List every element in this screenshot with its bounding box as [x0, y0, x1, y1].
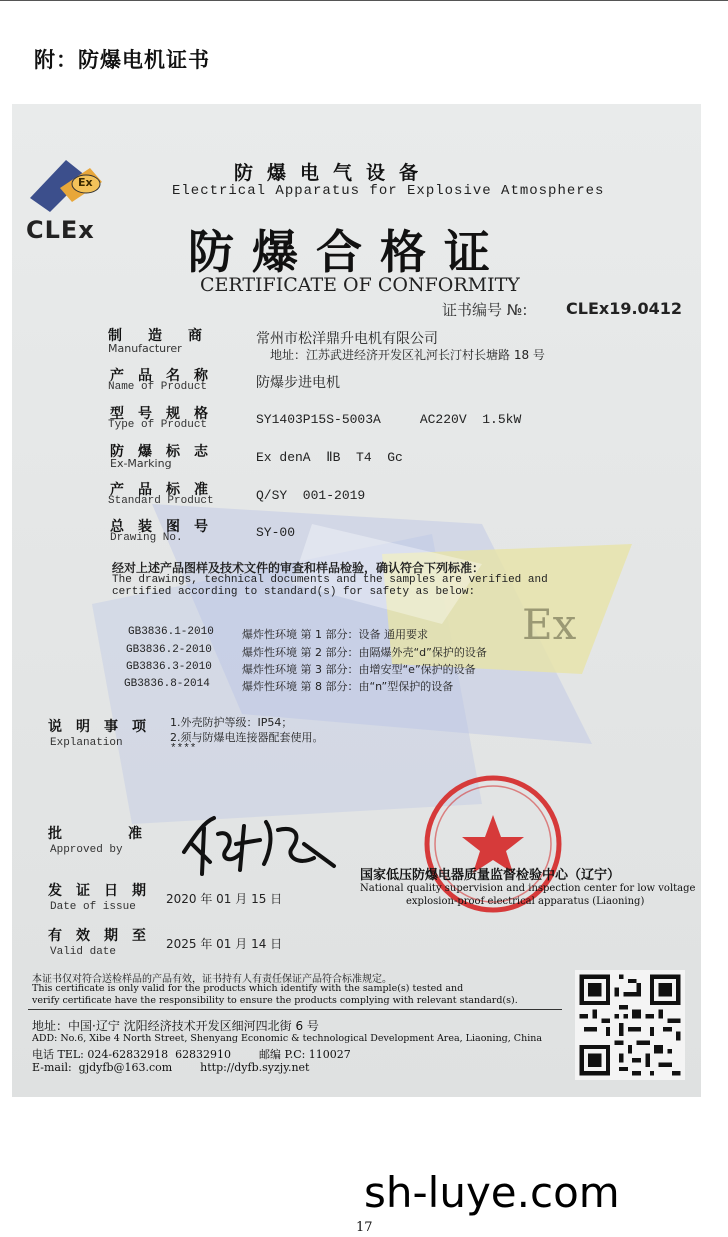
standard-code: GB3836.1-2010: [128, 626, 214, 638]
standard-code: GB3836.2-2010: [126, 644, 212, 656]
field-label-cn: 防爆标志: [110, 444, 222, 460]
inspection-center-cn: 国家低压防爆电器质量监督检验中心（辽宁）: [360, 868, 621, 883]
field-label-en: Name of Product: [108, 381, 208, 393]
ex-marking-value: Ex denA ⅡB T4 Gc: [256, 450, 403, 465]
explanation-line: ****: [170, 743, 197, 755]
product-name-value: 防爆步进电机: [256, 375, 340, 391]
site-watermark: sh-luye.com: [364, 1168, 620, 1217]
validity-notice-en-line1: This certificate is only valid for the products which identify with the sample(s) tested and: [32, 983, 464, 994]
top-rule: [0, 0, 728, 1]
validity-notice-en-line2: verify certificate have the responsibility to ensure the products complying with relevant standard(s).: [32, 995, 518, 1006]
manufacturer-value: 常州市松洋鼎升电机有限公司: [256, 331, 438, 347]
field-label-en: Standard Product: [108, 495, 214, 507]
drawing-number-value: SY-00: [256, 525, 296, 540]
contact-email: E-mail: gjdyfb@163.com http://dyfb.syzjy.net: [32, 1061, 310, 1074]
page-number: 17: [356, 1220, 373, 1235]
watermark-ex-mark: Ex: [522, 600, 577, 649]
signature-icon: [174, 804, 344, 884]
field-label-cn: 制造商: [108, 328, 228, 344]
contact-tel: 电话 TEL: 024-62832918 62832910 邮编 P.C: 110027: [32, 1048, 351, 1061]
field-label-en: Type of Product: [108, 419, 208, 431]
issue-date-label-en: Date of issue: [50, 901, 136, 913]
field-label-cn: 产品名称: [110, 368, 222, 384]
page-title: 附：防爆电机证书: [34, 48, 210, 72]
statement-cn: 经对上述产品图样及技术文件的审查和样品检验，确认符合下列标准：: [112, 561, 485, 575]
certificate-number-label: 证书编号 №:: [442, 301, 528, 319]
standard-code: GB3836.3-2010: [126, 661, 212, 673]
field-label-cn: 产品标准: [110, 482, 222, 498]
issue-date-value: 2020 年 01 月 15 日: [166, 892, 283, 906]
validity-notice-cn: 本证书仅对符合送检样品的产品有效，证书持有人有责任保证产品符合标准规定。: [32, 974, 392, 985]
explanation-label-cn: 说明事项: [48, 719, 160, 735]
field-label-en: Drawing No.: [110, 532, 183, 544]
valid-date-label-en: Valid date: [50, 946, 117, 958]
explanation-line: 2.须与防爆电连接器配套使用。: [170, 731, 324, 744]
statement-en-line2: certified according to standard(s) for safety as below:: [112, 586, 476, 598]
inspection-center-en-line2: explosion-proof electrical apparatus (Liaoning): [406, 896, 645, 907]
qr-code-icon: [575, 970, 685, 1080]
standard-desc: 爆炸性环境 第 1 部分：设备 通用要求: [242, 628, 428, 641]
valid-date-value: 2025 年 01 月 14 日: [166, 937, 283, 951]
header-cn: 防爆电气设备: [234, 162, 433, 184]
standard-desc: 爆炸性环境 第 8 部分：由“n”型保护的设备: [242, 680, 454, 693]
explanation-label-en: Explanation: [50, 737, 123, 749]
certificate-image: [12, 104, 701, 1097]
standard-desc: 爆炸性环境 第 2 部分：由隔爆外壳“d”保护的设备: [242, 646, 487, 659]
standard-desc: 爆炸性环境 第 3 部分：由增安型“e”保护的设备: [242, 663, 476, 676]
certificate-number: CLEx19.0412: [566, 299, 683, 318]
issue-date-label-cn: 发证日期: [48, 883, 160, 899]
logo-ex-mark: Ex: [78, 176, 93, 189]
explanation-line: 1.外壳防护等级：IP54；: [170, 716, 293, 729]
field-label-cn: 总装图号: [110, 519, 222, 535]
statement-en-line1: The drawings, technical documents and the samples are verified and: [112, 574, 548, 586]
logo-text: CLEx: [26, 216, 95, 244]
field-label-cn: 型号规格: [110, 406, 222, 422]
certificate-title-cn: 防爆合格证: [188, 225, 508, 279]
certificate-title-en: CERTIFICATE OF CONFORMITY: [200, 274, 520, 296]
approved-label-cn: 批准: [48, 826, 208, 842]
inspection-center-en-line1: National quality supervision and inspection center for low voltage: [360, 883, 696, 894]
standard-value: Q/SY 001-2019: [256, 488, 366, 503]
field-label-en: Ex-Marking: [110, 457, 172, 470]
approved-label-en: Approved by: [50, 844, 123, 856]
address-cn: 地址：中国·辽宁 沈阳经济技术开发区细河四北街 6 号: [32, 1019, 319, 1033]
manufacturer-address: 地址：江苏武进经济开发区礼河长汀村长塘路 18 号: [270, 348, 545, 362]
product-type-value: SY1403P15S-5003A AC220V 1.5kW: [256, 412, 522, 427]
standard-code: GB3836.8-2014: [124, 678, 210, 690]
field-label-en: Manufacturer: [108, 342, 182, 355]
address-en: ADD: No.6, Xibe 4 North Street, Shenyang Economic & technological Development Area, Liaoning, China: [32, 1033, 543, 1044]
footer-divider: [28, 1009, 562, 1010]
header-en: Electrical Apparatus for Explosive Atmospheres: [172, 183, 605, 199]
valid-date-label-cn: 有效期至: [48, 928, 160, 944]
